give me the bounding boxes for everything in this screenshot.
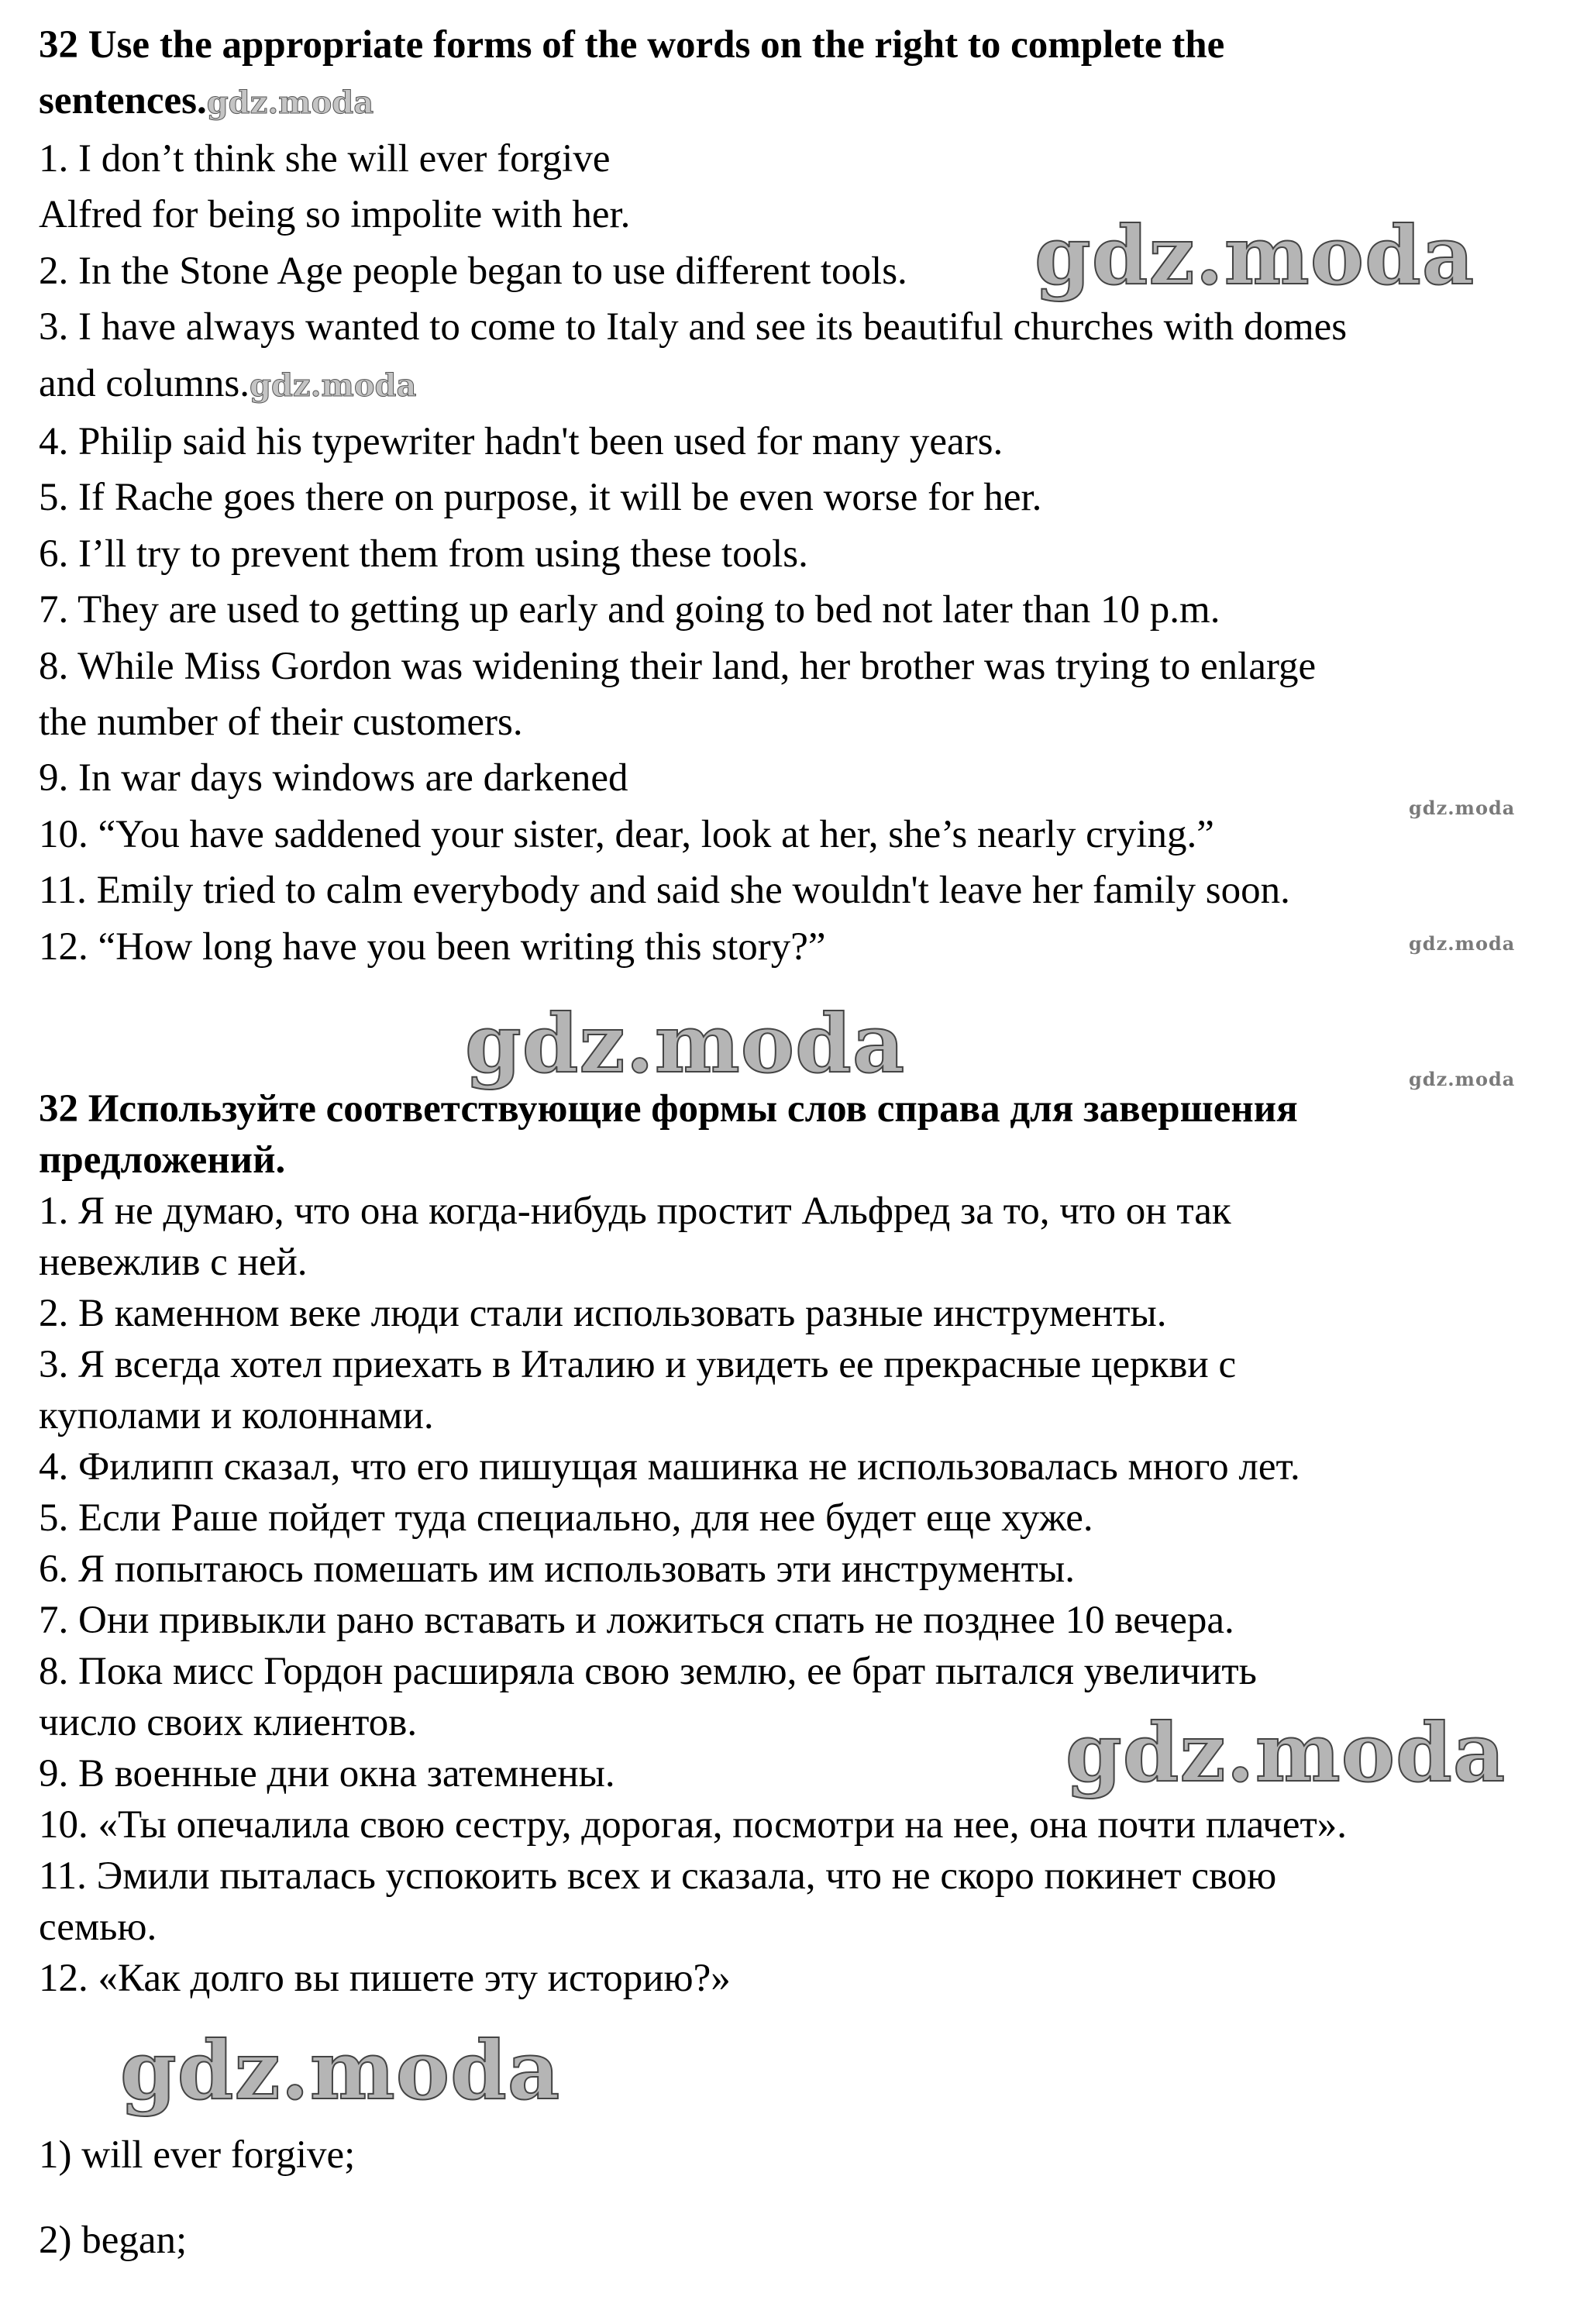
watermark-inline: gdz.moda bbox=[249, 367, 417, 404]
english-line: 11. Emily tried to calm everybody and said she wouldn't leave her family soon. bbox=[39, 869, 1290, 913]
answer-2: 2) began; bbox=[39, 2219, 188, 2262]
english-line bbox=[39, 356, 1558, 414]
english-heading bbox=[39, 17, 1558, 131]
russian-line: 11. Эмили пыталась успокоить всех и сказала, что не скоро покинет свою bbox=[39, 1854, 1277, 1899]
watermark-large: gdz.moda bbox=[465, 996, 906, 1091]
english-line: 8. While Miss Gordon was widening their land, her brother was trying to enlarge bbox=[39, 644, 1317, 688]
watermark-inline: gdz.moda bbox=[206, 84, 374, 121]
english-line: the number of their customers. bbox=[39, 701, 523, 745]
russian-line: 7. Они привыкли рано вставать и ложиться спать не позднее 10 вечера. bbox=[39, 1599, 1234, 1643]
russian-line: 12. «Как долго вы пишете эту историю?» bbox=[39, 1957, 731, 2001]
russian-line: 1. Я не думаю, что она когда-нибудь простит Альфред за то, что он так bbox=[39, 1190, 1231, 1234]
english-line: Alfred for being so impolite with her. bbox=[39, 193, 631, 237]
russian-line: 3. Я всегда хотел приехать в Италию и увидеть ее прекрасные церкви с bbox=[39, 1343, 1237, 1387]
english-line: 1. I don’t think she will ever forgive bbox=[39, 137, 611, 181]
russian-line: 4. Филипп сказал, что его пишущая машинка не использовалась много лет. bbox=[39, 1445, 1300, 1489]
english-heading-line-1: 32 Use the appropriate forms of the words on the right to complete the bbox=[39, 23, 1225, 67]
english-line: 9. In war days windows are darkened bbox=[39, 756, 628, 800]
english-line: 7. They are used to getting up early and going to bed not later than 10 p.m. bbox=[39, 588, 1220, 632]
russian-heading-line-2: предложений. bbox=[39, 1138, 286, 1183]
watermark-tiny: gdz.moda bbox=[1409, 797, 1516, 819]
watermark-tiny: gdz.moda bbox=[1409, 932, 1516, 955]
russian-sentences bbox=[39, 1186, 1558, 2004]
russian-line: 6. Я попытаюсь помешать им использовать эти инструменты. bbox=[39, 1548, 1075, 1592]
russian-line: невежлив с ней. bbox=[39, 1241, 308, 1285]
english-line-text: and columns. bbox=[39, 361, 250, 405]
russian-line: 5. Если Раше пойдет туда специально, для нее будет еще хуже. bbox=[39, 1496, 1093, 1541]
english-line: 12. “How long have you been writing this story?” bbox=[39, 924, 826, 969]
russian-heading-line-1: 32 Используйте соответствующие формы слов справа для завершения bbox=[39, 1087, 1298, 1131]
english-line: 5. If Rache goes there on purpose, it will be even worse for her. bbox=[39, 476, 1042, 520]
english-heading-line-2: sentences. bbox=[39, 79, 207, 122]
english-line: 4. Philip said his typewriter hadn't been used for many years. bbox=[39, 420, 1003, 464]
russian-line: число своих клиентов. bbox=[39, 1701, 418, 1745]
watermark-tiny: gdz.moda bbox=[1409, 1068, 1516, 1090]
english-line: 6. I’ll try to prevent them from using these tools. bbox=[39, 532, 808, 576]
russian-line: 2. В каменном веке люди стали использовать разные инструменты. bbox=[39, 1292, 1167, 1336]
english-line: 2. In the Stone Age people began to use different tools. bbox=[39, 249, 907, 293]
russian-line: куполами и колоннами. bbox=[39, 1394, 434, 1438]
watermark-large: gdz.moda bbox=[1065, 1705, 1506, 1800]
answer-1: 1) will ever forgive; bbox=[39, 2133, 356, 2177]
russian-line: 8. Пока мисс Гордон расширяла свою землю, ее брат пытался увеличить bbox=[39, 1650, 1257, 1694]
english-line: 3. I have always wanted to come to Italy and see its beautiful churches with domes bbox=[39, 305, 1348, 349]
russian-line: семью. bbox=[39, 1906, 157, 1950]
russian-line: 9. В военные дни окна затемнены. bbox=[39, 1752, 615, 1796]
watermark-large: gdz.moda bbox=[120, 2023, 561, 2118]
watermark-large: gdz.moda bbox=[1034, 208, 1475, 303]
english-line: 10. “You have saddened your sister, dear, look at her, she’s nearly crying.” bbox=[39, 812, 1214, 856]
russian-line: 10. «Ты опечалила свою сестру, дорогая, посмотри на нее, она почти плачет». bbox=[39, 1803, 1348, 1847]
russian-heading bbox=[39, 1083, 1558, 1186]
